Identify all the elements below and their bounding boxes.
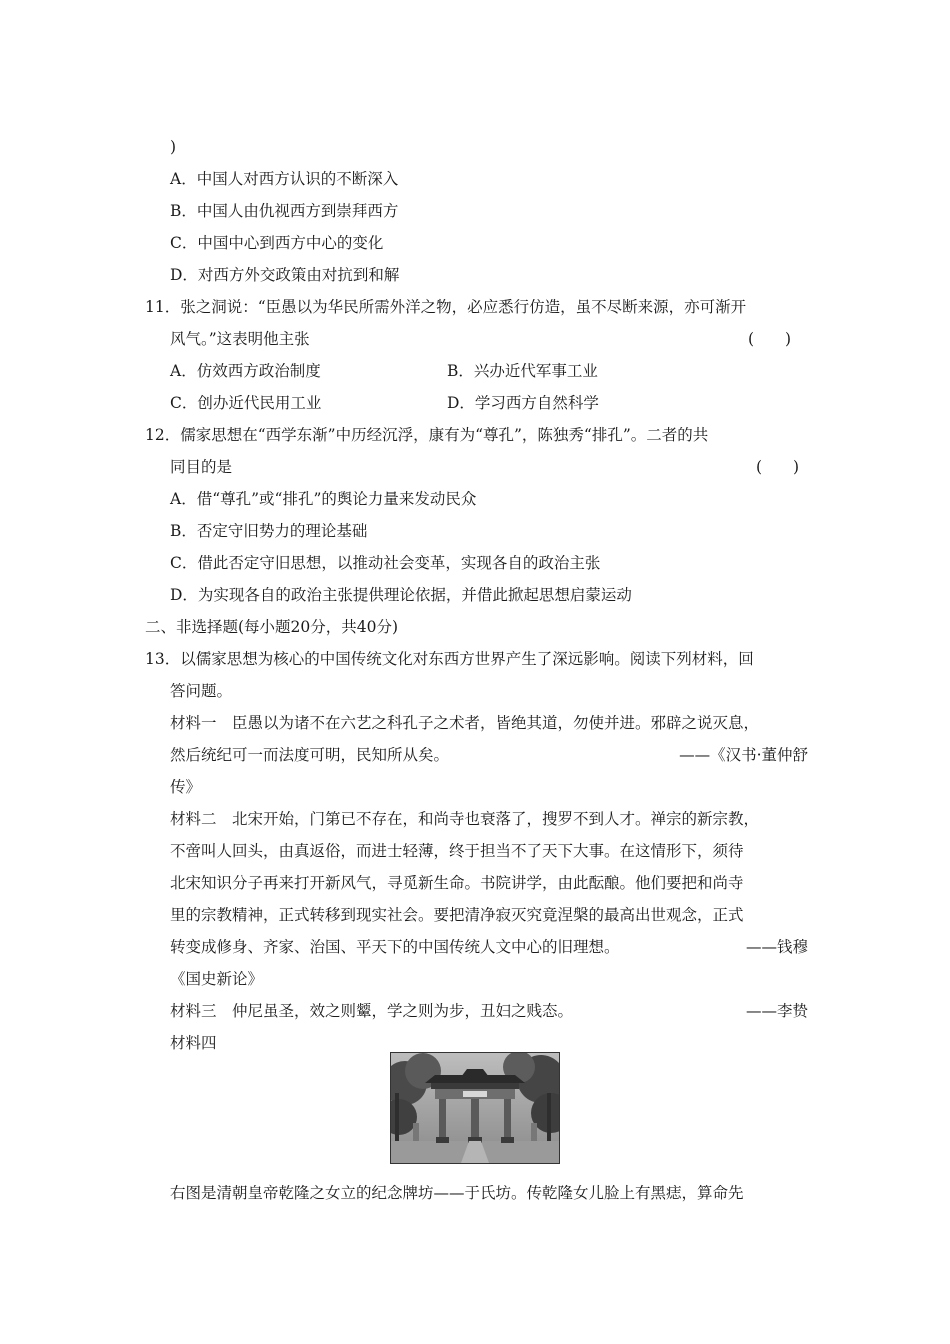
q10-option-c: C．中国中心到西方中心的变化 <box>170 234 384 252</box>
material2-line5-row <box>170 936 808 958</box>
q11-option-d: D．学习西方自然科学 <box>447 394 599 412</box>
material3-line1: 材料三 仲尼虽圣，效之则颦，学之则为步，丑妇之贱态。 <box>170 1002 574 1020</box>
q11-option-c: C．创办近代民用工业 <box>170 394 322 412</box>
material2-line2: 不啻叫人回头，由真返俗，而进士轻薄，终于担当不了天下大事。在这情形下，须待 <box>170 842 744 860</box>
archway-photo <box>390 1052 560 1164</box>
q11-stem-line2: 风气。”这表明他主张 <box>170 330 310 348</box>
q12-stem-line1: 12．儒家思想在“西学东渐”中历经沉浮，康有为“尊孔”，陈独秀“排孔”。二者的共 <box>145 426 709 444</box>
q10-option-d: D．对西方外交政策由对抗到和解 <box>170 266 400 284</box>
q12-option-d: D．为实现各自的政治主张提供理论依据，并借此掀起思想启蒙运动 <box>170 586 632 604</box>
material2-line4: 里的宗教精神，正式转移到现实社会。要把清净寂灭究竟涅槃的最高出世观念，正式 <box>170 906 744 924</box>
q11-option-a: A．仿效西方政治制度 <box>170 362 321 380</box>
q13-stem-line2: 答问题。 <box>170 682 233 700</box>
q11-stem-line1: 11．张之洞说：“臣愚以为华民所需外洋之物，必应悉行仿造，虽不尽断来源，亦可渐开 <box>145 298 747 316</box>
q10-option-b: B．中国人由仇视西方到崇拜西方 <box>170 202 399 220</box>
material2-line1: 材料二 北宋开始，门第已不存在，和尚寺也衰落了，搜罗不到人才。禅宗的新宗教， <box>170 810 760 828</box>
q10-option-a: A．中国人对西方认识的不断深入 <box>170 170 399 188</box>
material3-row <box>170 1000 808 1022</box>
material1-source: ——《汉书·董仲舒 <box>679 746 808 764</box>
q12-stem-line2: 同目的是 <box>170 458 233 476</box>
material2-source-cont: 《国史新论》 <box>170 970 264 988</box>
material2-line3: 北宋知识分子再来打开新风气，寻觅新生命。书院讲学，由此酝酿。他们要把和尚寺 <box>170 874 744 892</box>
material1-source-cont: 传》 <box>170 778 202 796</box>
material4-description: 右图是清朝皇帝乾隆之女立的纪念牌坊——于氏坊。传乾隆女儿脸上有黑痣，算命先 <box>170 1184 744 1202</box>
material1-line2: 然后统纪可一而法度可明，民知所从矣。 <box>170 746 450 764</box>
q12-answer-paren: ( ) <box>756 458 800 476</box>
material4-label: 材料四 <box>170 1034 217 1052</box>
material2-source: ——钱穆 <box>745 938 808 956</box>
q12-option-b: B．否定守旧势力的理论基础 <box>170 522 368 540</box>
section-heading: 二、非选择题(每小题20分，共40分) <box>145 618 399 636</box>
material1-line2-row <box>170 744 808 766</box>
q13-stem-line1: 13．以儒家思想为核心的中国传统文化对东西方世界产生了深远影响。阅读下列材料，回 <box>145 650 754 668</box>
material1-line1: 材料一 臣愚以为诸不在六艺之科孔子之术者，皆绝其道，勿使并进。邪辟之说灭息， <box>170 714 760 732</box>
material2-line5: 转变成修身、齐家、治国、平天下的中国传统人文中心的旧理想。 <box>170 938 620 956</box>
material3-source: ——李贽 <box>745 1002 808 1020</box>
q11-option-b: B．兴办近代军事工业 <box>447 362 598 380</box>
q12-option-c: C．借此否定守旧思想，以推动社会变革，实现各自的政治主张 <box>170 554 601 572</box>
q12-option-a: A．借“尊孔”或“排孔”的舆论力量来发动民众 <box>170 490 477 508</box>
q10-closing-paren: ) <box>170 138 177 156</box>
q11-answer-paren: ( ) <box>748 330 792 348</box>
